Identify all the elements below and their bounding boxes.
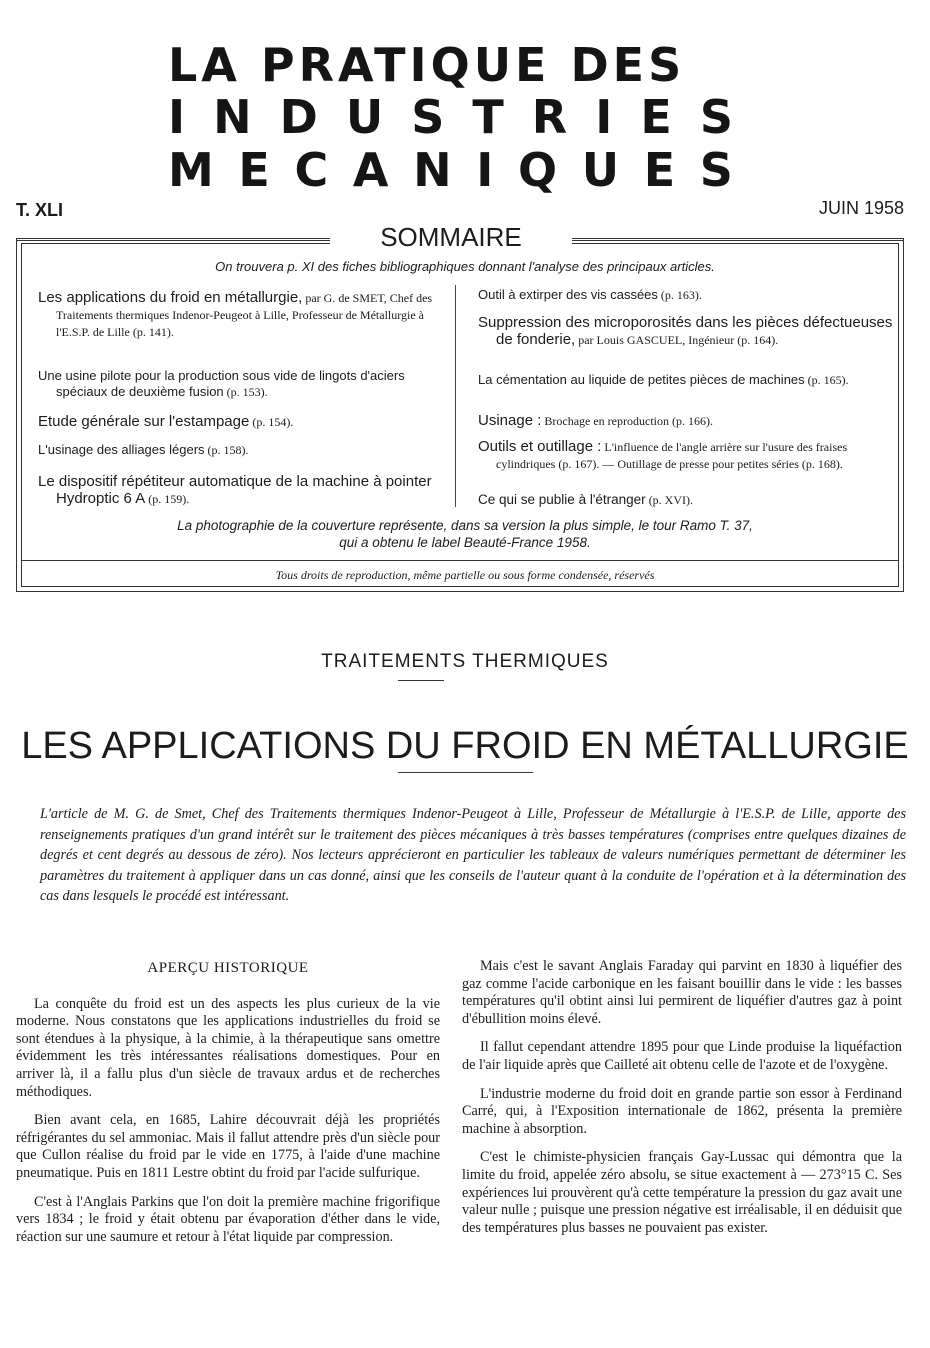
sommaire-heading: SOMMAIRE xyxy=(330,222,572,253)
toc-item[interactable] xyxy=(38,442,438,458)
toc-item-detail: (p. XVI). xyxy=(645,493,694,507)
section-heading: TRAITEMENTS THERMIQUES xyxy=(321,651,609,672)
masthead-letter: N xyxy=(213,90,252,144)
toc-item[interactable] xyxy=(38,368,456,400)
toc-item-title: Etude générale sur l'estampage xyxy=(38,413,250,430)
subsection-heading: APERÇU HISTORIQUE xyxy=(147,960,309,976)
masthead-line-3 xyxy=(168,143,733,197)
masthead-line-1: LA PRATIQUE DES xyxy=(168,38,686,92)
masthead-letter: E xyxy=(643,143,676,197)
masthead-letter: C xyxy=(294,143,329,197)
masthead-letter: S xyxy=(411,90,445,144)
cover-caption xyxy=(40,517,890,551)
toc-item-title: Le dispositif répétiteur automatique de la machine à pointer Hydroptic 6 A xyxy=(38,473,432,507)
masthead-letter: U xyxy=(581,143,620,197)
masthead-letter: S xyxy=(699,143,733,197)
toc-item[interactable] xyxy=(38,473,448,507)
toc-item-title: Ce qui se publie à l'étranger xyxy=(478,492,646,507)
cover-caption-line: qui a obtenu le label Beauté-France 1958. xyxy=(339,535,591,550)
toc-item-detail: L'influence de l'angle arrière sur l'usure des fraises cylindriques (p. 167). — Outillage de presse pour petites séries (p. 168). xyxy=(496,440,848,471)
masthead-letter: Q xyxy=(517,143,558,197)
toc-item-title: Outils et outillage : xyxy=(478,438,602,455)
masthead-letter: D xyxy=(279,90,318,144)
masthead-letter: I xyxy=(168,90,186,144)
toc-item[interactable] xyxy=(478,492,886,508)
divider xyxy=(398,680,444,681)
masthead-letter: T xyxy=(472,90,504,144)
toc-item-detail: (p. 153). xyxy=(223,385,268,399)
toc-item[interactable] xyxy=(38,289,448,340)
masthead-letter: E xyxy=(640,90,672,144)
toc-item[interactable] xyxy=(38,413,438,430)
toc-item-detail: (p. 163). xyxy=(657,288,702,302)
paragraph: La conquête du froid est un des aspects les plus curieux de la vie moderne. Nous constatons que les applications industrielles du froid se sont étendues à la physique, à la chimie, à la thérapeutique sans omettre évidemment les très intéressantes réalisations domestiques. Pour en arriver là, il a fallu plus d'un siècle de travaux ardus et de recherches méthodiques. xyxy=(16,995,440,1100)
paragraph: C'est le chimiste-physicien français Gay-Lussac qui démontra que la limite du froid, appelée zéro absolu, se situe exactement à — 273°15 C. Ses expériences lui prouvèrent qu'à cette température la pression du gaz avait une valeur nulle ; puisque une pression négative est irréalisable, il en déduisit que des températures plus basses ne pouvaient pas exister. xyxy=(462,1149,902,1236)
toc-item[interactable] xyxy=(478,314,904,348)
masthead-letter: M xyxy=(168,143,214,197)
masthead-letter: I xyxy=(476,143,494,197)
sommaire-rule-right xyxy=(572,238,904,241)
toc-item-detail: (p. 154). xyxy=(249,415,294,429)
paragraph: Mais c'est le savant Anglais Faraday qui parvint en 1830 à liquéfier des gaz comme l'acide carbonique en les faisant bouillir dans le vide : les basses températures qu'il obtint ainsi lui permirent de liquéfier d'autres gaz à point d'ébullition moins élevé. xyxy=(462,958,902,1027)
toc-item-title: La cémentation au liquide de petites pièces de machines xyxy=(478,372,805,387)
sommaire-intro: On trouvera p. XI des fiches bibliographiques donnant l'analyse des principaux articles. xyxy=(215,259,715,274)
article-title: LES APPLICATIONS DU FROID EN MÉTALLURGIE xyxy=(21,725,909,767)
paragraph: C'est à l'Anglais Parkins que l'on doit la première machine frigorifique vers 1834 ; le froid y était obtenu par évaporation d'éther dans le vide, réaction sur une saumure et retour à l'état liquide par compression. xyxy=(16,1193,440,1245)
paragraph: L'industrie moderne du froid doit en grande partie son essor à Ferdinand Carré, qui, à l'Exposition internationale de 1862, présenta la première machine à absorption. xyxy=(462,1085,902,1137)
masthead-letter: R xyxy=(531,90,568,144)
toc-item-detail: (p. 159). xyxy=(145,492,190,506)
paragraph: Bien avant cela, en 1685, Lahire découvrait déjà les propriétés réfrigérantes du sel ammoniac. Mais il fallut attendre près d'un siècle pour que Cullon réalise du froid par le vide en 1775, à l'aide d'une machine pneumatique. Puis en 1811 Lestre obtint du froid par l'acide sulfurique. xyxy=(16,1112,440,1181)
toc-item-detail: (p. 165). xyxy=(804,373,849,387)
paragraph: Il fallut cependant attendre 1895 pour que Linde produise la liquéfaction de l'air liquide après que Cailleté ait obtenu celle de l'azote et de l'oxygène. xyxy=(462,1039,902,1073)
article-abstract: L'article de M. G. de Smet, Chef des Traitements thermiques Indenor-Peugeot à Lille, Professeur de Métallurgie à l'E.S.P. de Lille, apporte des renseignements pratiques d'un grand intérêt sur le traitement des pièces mécaniques à très basses températures (comprises entre quelques dizaines de degrés et cent degrés au dessous de zéro). Nos lecteurs apprécieront en particulier les tableaux de valeurs numériques permettant de déterminer les paramètres du traitement à appliquer dans un cas donné, ainsi que les conseils de l'auteur quant à la conduite de l'opération et à la détermination des cas dans lesquels le procédé est intéressant. xyxy=(40,806,906,904)
masthead-letter: U xyxy=(345,90,384,144)
masthead-letter: A xyxy=(352,143,389,197)
volume-number: T. XLI xyxy=(16,200,64,220)
divider xyxy=(398,772,533,773)
toc-item[interactable] xyxy=(478,438,904,472)
toc-item-title: Outil à extirper des vis cassées xyxy=(478,287,658,302)
toc-item-title: Suppression des microporosités dans les pièces défectueuses de fonderie, xyxy=(478,314,893,348)
masthead-letter: N xyxy=(413,143,452,197)
toc-item-detail: par G. de SMET, Chef des Traitements thermiques Indenor-Peugeot à Lille, Professeur de Métallurgie à l'E.S.P. de Lille (p. 141). xyxy=(56,291,433,339)
toc-item-title: L'usinage des alliages légers xyxy=(38,442,205,457)
divider xyxy=(21,560,899,561)
toc-item-title: Une usine pilote pour la production sous vide de lingots d'aciers spéciaux de deuxième fusion xyxy=(38,368,405,399)
masthead-letter: E xyxy=(238,143,270,197)
toc-item[interactable] xyxy=(478,287,886,303)
article-column-left xyxy=(16,958,440,1257)
masthead-letter: S xyxy=(699,90,733,144)
article-column-right xyxy=(462,958,902,1248)
toc-item-title: Les applications du froid en métallurgie, xyxy=(38,289,303,306)
sommaire-rule-left xyxy=(16,238,331,241)
toc-item[interactable] xyxy=(478,412,886,429)
issue-date: JUIN 1958 xyxy=(818,198,904,218)
cover-caption-line: La photographie de la couverture représente, dans sa version la plus simple, le tour Ramo T. 37, xyxy=(177,518,753,533)
toc-item-detail: par Louis GASCUEL, Ingénieur (p. 164). xyxy=(575,333,779,347)
toc-item[interactable] xyxy=(478,372,904,388)
toc-item-detail: (p. 158). xyxy=(204,443,249,457)
masthead-line-2 xyxy=(168,90,733,144)
masthead-letter: I xyxy=(595,90,613,144)
toc-item-title: Usinage : xyxy=(478,412,542,429)
toc-item-detail: Brochage en reproduction (p. 166). xyxy=(541,414,713,428)
rights-notice: Tous droits de reproduction, même partielle ou sous forme condensée, réservés xyxy=(275,568,655,582)
